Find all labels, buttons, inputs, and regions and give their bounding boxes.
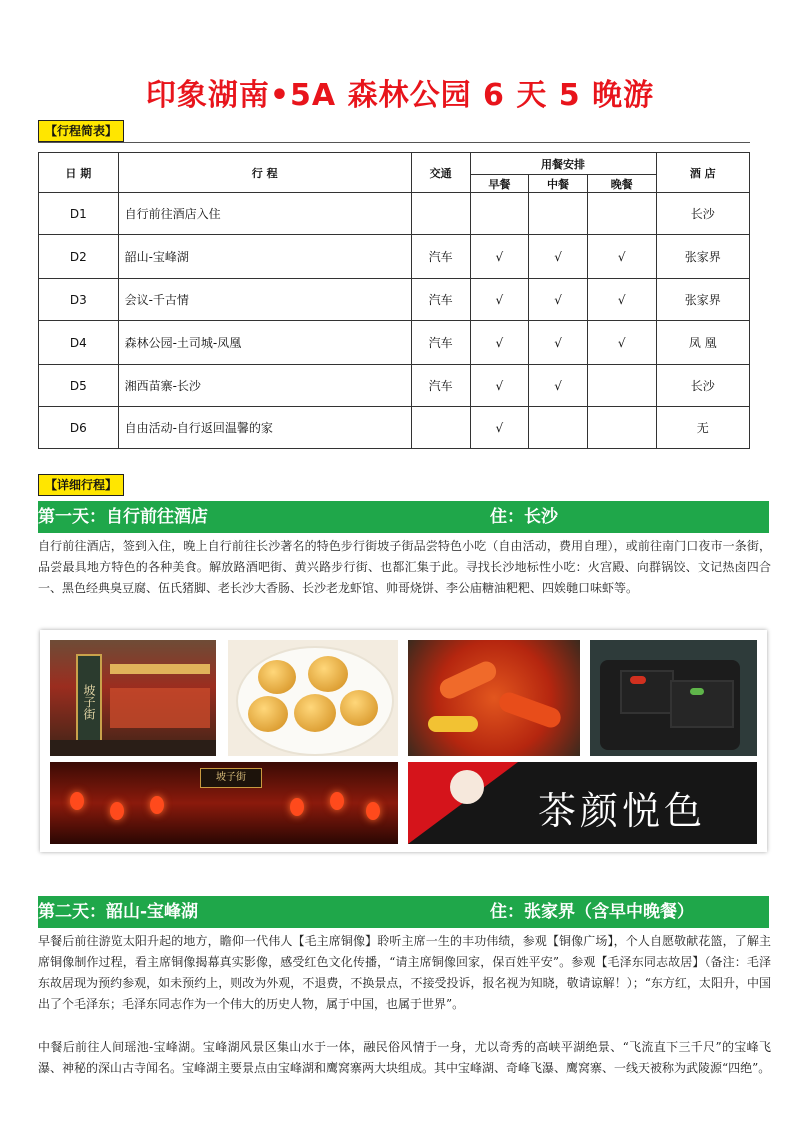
table-row [39,193,750,235]
table-row [39,235,750,279]
cell-hotel: 长沙 [656,193,750,235]
table-row [39,321,750,365]
cell-day: D6 [39,407,119,449]
day1-header-bar [38,501,769,533]
cell-dinner: √ [587,279,656,321]
header-lunch: 中餐 [529,175,588,193]
header-hotel: 酒 店 [656,153,750,193]
cell-transport [411,193,470,235]
day1-stay: 住：长沙 [490,507,558,527]
cell-breakfast: √ [470,321,529,365]
header-breakfast: 早餐 [470,175,529,193]
day2-title: 第二天：韶山-宝峰湖 [38,902,199,922]
summary-divider [38,142,750,143]
food-photo-collage [40,630,767,852]
cell-dinner: √ [587,235,656,279]
cell-hotel: 张家界 [656,235,750,279]
cell-dinner [587,193,656,235]
tea-brand-sign: 茶颜悦色 [538,789,707,833]
lantern-street-photo [50,762,398,844]
cell-dinner: √ [587,321,656,365]
table-row [39,365,750,407]
stinky-tofu-photo [590,640,757,756]
cell-route: 会议-千古情 [118,279,411,321]
cell-dinner [587,365,656,407]
cell-breakfast [470,193,529,235]
cell-lunch [529,407,588,449]
day1-description: 自行前往酒店，签到入住，晚上自行前往长沙著名的特色步行街坡子街品尝特色小吃（自由活动，费用自理），或前往南门口夜市一条街，品尝最具地方特色的各种美食。解放路酒吧街、黄兴路步行街、也都汇集于此。寻找长沙地标性小吃：火宫殿、向群锅饺、文记热卤四合一、黑色经典臭豆腐、伍氏猪脚、老长沙大香肠、长沙老龙虾馆、帅哥烧饼、李公庙糖油粑粑、四娭毑口味虾等。 [38,539,771,595]
table-row [39,279,750,321]
cell-dinner [587,407,656,449]
cell-transport: 汽车 [411,235,470,279]
cell-transport [411,407,470,449]
header-dinner: 晚餐 [587,175,656,193]
fried-tofu-photo [228,640,398,756]
cell-day: D5 [39,365,119,407]
itinerary-table [38,152,750,449]
cell-lunch: √ [529,365,588,407]
cell-transport: 汽车 [411,321,470,365]
header-route: 行 程 [118,153,411,193]
tea-shop-photo [408,762,757,844]
cell-route: 自行前往酒店入住 [118,193,411,235]
cell-lunch: √ [529,321,588,365]
day2-stay: 住：张家界（含早中晚餐） [490,902,694,922]
summary-tag: 【行程简表】 [38,120,124,142]
day2-header-bar [38,896,769,928]
header-meals: 用餐安排 [470,153,656,175]
cell-lunch: √ [529,235,588,279]
day2-description: 早餐后前往游览太阳升起的地方，瞻仰一代伟人【毛主席铜像】聆听主席一生的丰功伟绩，参观【铜像广场】，个人自愿敬献花篮，了解主席铜像制作过程，看主席铜像揭幕真实影像，感受红色文化传播，“请主席铜像回家，保百姓平安”。参观【毛泽东同志故居】（备注：毛泽东故居现为预约参观，如未预约上，则改为外观，不退费，不换景点，不接受投诉，报名视为知晓，敬请谅解！）；“东方红，太阳升，中国出了个毛泽东；毛泽东同志作为一个伟大的历史人物，属于中国，也属于世界”。 [38,934,771,1011]
cell-hotel: 无 [656,407,750,449]
cell-hotel: 凤 凰 [656,321,750,365]
cell-hotel: 张家界 [656,279,750,321]
cell-transport: 汽车 [411,279,470,321]
cell-breakfast: √ [470,365,529,407]
cell-day: D1 [39,193,119,235]
cell-route: 湘西苗寨-长沙 [118,365,411,407]
cell-route: 自由活动-自行返回温馨的家 [118,407,411,449]
header-day: 日 期 [39,153,119,193]
crayfish-photo [408,640,580,756]
cell-day: D2 [39,235,119,279]
cell-breakfast: √ [470,235,529,279]
cell-breakfast: √ [470,279,529,321]
cell-breakfast: √ [470,407,529,449]
gate-sign: 坡子街 [200,768,262,788]
detail-tag: 【详细行程】 [38,474,124,496]
day2-description-2: 中餐后前往人间瑶池-宝峰湖。宝峰湖风景区集山水于一体，融民俗风情于一身，尤以奇秀的高峡平湖绝景、“飞流直下三千尺”的宝峰飞瀑、神秘的深山古寺闻名。宝峰湖主要景点由宝峰湖和鹰窝寨两大块组成。其中宝峰湖、奇峰飞瀑、鹰窝寨、一线天被称为武陵源“四绝”。 [38,1040,771,1075]
street-photo [50,640,216,756]
day1-title: 第一天：自行前往酒店 [38,507,208,527]
cell-lunch [529,193,588,235]
cell-hotel: 长沙 [656,365,750,407]
cell-lunch: √ [529,279,588,321]
cell-day: D3 [39,279,119,321]
cell-transport: 汽车 [411,365,470,407]
street-sign: 坡子街 [76,654,102,750]
table-row [39,407,750,449]
page-title: 印象湖南•5A 森林公园 6 天 5 晚游 [145,78,655,113]
cell-day: D4 [39,321,119,365]
cell-route: 韶山-宝峰湖 [118,235,411,279]
header-transport: 交通 [411,153,470,193]
cell-route: 森林公园-土司城-凤凰 [118,321,411,365]
